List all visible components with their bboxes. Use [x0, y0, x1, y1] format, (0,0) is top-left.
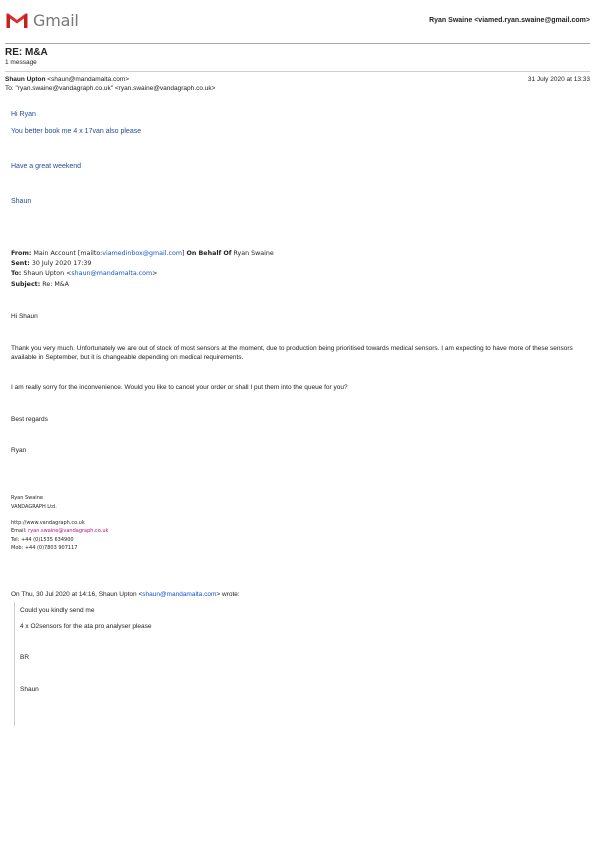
fwd-from-value: Main Account [mailto: [33, 250, 103, 257]
fwd-from-link[interactable]: viamedinbox@gmail.com [102, 250, 182, 257]
signature-company: VANDAGRAPH Ltd. [11, 504, 57, 510]
signature-email [11, 528, 108, 534]
fwd-from [11, 250, 274, 257]
fwd-subject-value: Re: M&A [42, 281, 69, 288]
reply-greeting: Hi Shaun [11, 313, 38, 320]
signature-website-link[interactable]: http://www.vandagraph.co.uk [11, 520, 85, 526]
reply-paragraph-2: I am really sorry for the inconvenience. Would you like to cancel your order or shall I put them into the queue for you? [11, 384, 348, 391]
message-recipients: To: "ryan.swaine@vandagraph.co.uk" <ryan.swaine@vandagraph.co.uk> [5, 85, 216, 92]
page-header [5, 10, 590, 34]
quote-attribution-suffix: > wrote: [216, 591, 240, 598]
gmail-logo-text: Gmail [33, 11, 79, 30]
fwd-subject [11, 281, 69, 288]
signature-email-label: Email: [11, 528, 27, 534]
signature-mob: Mob: +44 (0)7803 907117 [11, 545, 78, 551]
signature-tel: Tel: +44 (0)1535 634900 [11, 537, 74, 543]
quoted-line-3: BR [20, 654, 30, 661]
fwd-behalf-label: On Behalf Of [186, 250, 232, 257]
subject-divider [5, 71, 590, 72]
gmail-logo [5, 11, 79, 30]
body-signoff: Shaun [11, 198, 32, 205]
quoted-line-2: 4 x O2sensors for the ata pro analyser please [20, 623, 152, 630]
sender-name: Shaun Upton [5, 76, 46, 83]
body-line-1: You better book me 4 x 17van also please [11, 128, 142, 135]
message-date: 31 July 2020 at 13:33 [527, 76, 590, 83]
fwd-from-label: From: [11, 250, 32, 257]
quoted-line-4: Shaun [20, 686, 39, 693]
quote-attribution-prefix: On Thu, 30 Jul 2020 at 14:16, Shaun Upton < [11, 591, 143, 598]
fwd-subject-label: Subject: [11, 281, 41, 288]
fwd-to-value: Shaun Upton < [23, 270, 72, 277]
body-greeting: Hi Ryan [11, 111, 36, 118]
reply-regards: Best regards [11, 416, 48, 423]
sender-email: <shaun@mandamalta.com> [47, 76, 130, 83]
fwd-to-link[interactable]: shaun@mandamalta.com [71, 270, 153, 277]
message-count: 1 message [5, 59, 37, 66]
quote-bar [14, 602, 15, 726]
fwd-behalf-value: Ryan Swaine [233, 250, 274, 257]
reply-name: Ryan [11, 447, 27, 454]
quote-attribution [11, 591, 240, 598]
signature-email-link[interactable]: ryan.swaine@vandagraph.co.uk [28, 528, 109, 534]
fwd-to-bracket: > [152, 270, 158, 277]
account-identity: Ryan Swaine <viamed.ryan.swaine@gmail.com> [429, 17, 590, 24]
header-divider [5, 43, 590, 44]
body-line-2: Have a great weekend [11, 163, 82, 170]
fwd-to-label: To: [11, 270, 22, 277]
gmail-envelope-icon [5, 12, 29, 29]
thread-subject: RE: M&A [5, 47, 48, 58]
quote-attribution-link[interactable]: shaun@mandamalta.com [142, 591, 217, 598]
fwd-from-bracket: ] [182, 250, 185, 257]
fwd-sent-label: Sent: [11, 260, 30, 267]
quoted-line-1: Could you kindly send me [20, 607, 95, 614]
message-from [5, 76, 129, 83]
fwd-sent-value: 30 July 2020 17:39 [31, 260, 92, 267]
fwd-to [11, 270, 157, 277]
signature-name: Ryan Swaine [11, 495, 43, 501]
fwd-sent [11, 260, 91, 267]
reply-paragraph-1: Thank you very much. Unfortunately we are out of stock of most sensors at the moment, due to production being prioritised towards medical sensors. I am expecting to have more of these sensors available in September, but it is changeable depending on medical requirements. [11, 345, 573, 361]
